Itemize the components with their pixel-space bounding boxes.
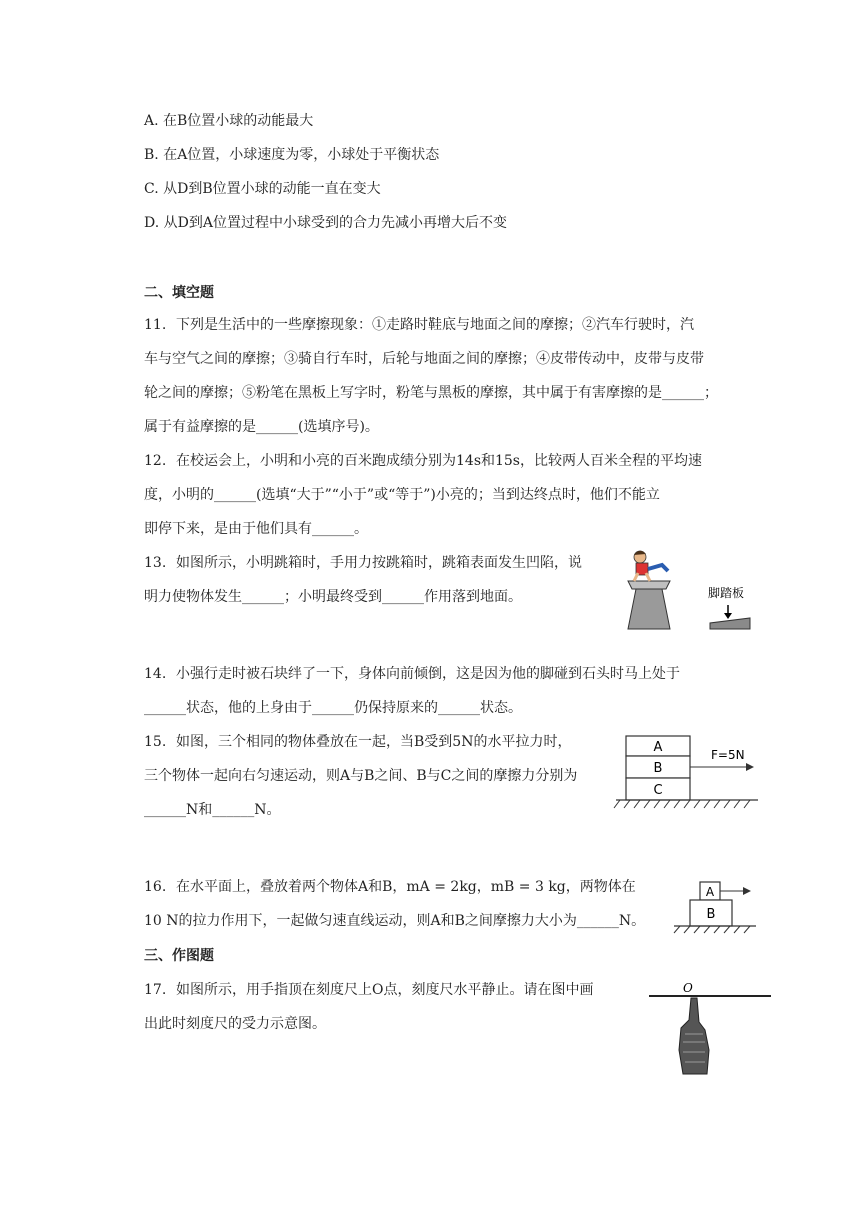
q16-number: 16. [144,879,167,895]
section-title-drawing: 三、作图题 [144,948,214,964]
q11-line-1: 11. 下列是生活中的一些摩擦现象：①走路时鞋底与地面之间的摩擦；②汽车行驶时，汽 [144,317,694,333]
q13-line-2: 明力使物体发生______；小明最终受到______作用落到地面。 [144,589,522,605]
q15-line-3: ______N和______N。 [144,802,281,818]
q12-number: 12. [144,453,167,469]
block-a-label: A [705,885,715,899]
q15-line-1: 15. 如图，三个相同的物体叠放在一起，当B受到5N的水平拉力时， [144,734,572,750]
q13-line-1: 13. 如图所示，小明跳箱时，手用力按跳箱时，跳箱表面发生凹陷，说 [144,555,582,571]
q16-stack-figure [670,880,760,938]
q15-stack-figure [612,733,762,815]
q17-line-1: 17. 如图所示，用手指顶在刻度尺上O点，刻度尺水平静止。请在图中画 [144,982,594,998]
q14-number: 14. [144,666,167,682]
option-b: B. 在A位置，小球速度为零，小球处于平衡状态 [144,147,440,163]
q14-line-2: ______状态，他的上身由于______仍保持原来的______状态。 [144,700,522,716]
q12-line-3: 即停下来，是由于他们具有______。 [144,521,368,537]
block-b-label: B [706,907,716,922]
point-o-label: O [683,981,693,995]
block-a-label: A [653,740,663,755]
block-b-label: B [653,761,663,776]
option-a: A. 在B位置小球的动能最大 [144,113,314,129]
q16-line-1: 16. 在水平面上，叠放着两个物体A和B，mA = 2kg，mB = 3 kg，两物体在 [144,879,636,895]
springboard-label: 脚踏板 [708,586,745,600]
q17-line-2: 出此时刻度尺的受力示意图。 [144,1016,326,1032]
q12-line-2: 度，小明的______(选填“大于”“小于”或“等于”)小亮的；当到达终点时，他们不能立 [144,487,660,503]
q13-number: 13. [144,555,167,571]
option-c: C. 从D到B位置小球的动能一直在变大 [144,181,381,197]
q17-number: 17. [144,982,167,998]
option-d: D. 从D到A位置过程中小球受到的合力先减小再增大后不变 [144,215,507,231]
q13-vault-figure [610,545,755,635]
q11-number: 11. [144,317,167,333]
q16-line-2: 10 N的拉力作用下，一起做匀速直线运动，则A和B之间摩擦力大小为______N。 [144,913,646,929]
q17-ruler-figure [645,980,775,1080]
q14-line-1: 14. 小强行走时被石块绊了一下，身体向前倾倒，这是因为他的脚碰到石头时马上处于 [144,666,680,682]
q15-number: 15. [144,734,167,750]
force-label: F=5N [711,748,745,762]
q11-line-4: 属于有益摩擦的是______(选填序号)。 [144,419,379,435]
q11-line-2: 车与空气之间的摩擦；③骑自行车时，后轮与地面之间的摩擦；④皮带传动中，皮带与皮带 [144,351,704,367]
block-c-label: C [653,783,663,798]
section-title-fill-blank: 二、填空题 [144,285,214,301]
q11-line-3: 轮之间的摩擦；⑤粉笔在黑板上写字时，粉笔与黑板的摩擦，其中属于有害摩擦的是______； [144,385,718,401]
q15-line-2: 三个物体一起向右匀速运动，则A与B之间、B与C之间的摩擦力分别为 [144,768,578,784]
q12-line-1: 12. 在校运会上，小明和小亮的百米跑成绩分别为14s和15s，比较两人百米全程的平均速 [144,453,702,469]
